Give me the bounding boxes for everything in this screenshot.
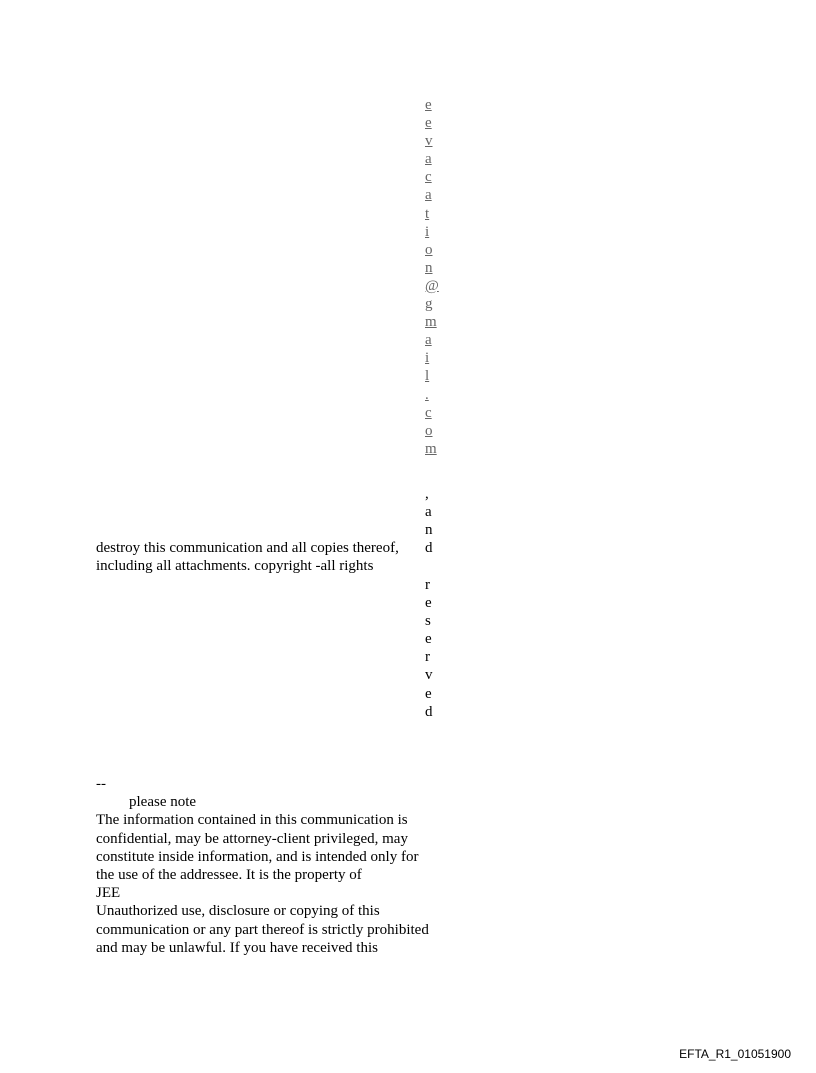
email-char[interactable]: e <box>425 115 432 132</box>
text-char: e <box>425 595 432 612</box>
email-link-vertical[interactable] <box>425 96 439 458</box>
reserved-vertical <box>425 576 439 721</box>
email-char[interactable]: l <box>425 368 430 385</box>
email-char[interactable]: o <box>425 422 433 439</box>
text-char: r <box>425 649 430 666</box>
text-line: communication or any part thereof is strictly prohibited <box>96 921 429 938</box>
email-char[interactable]: c <box>425 404 432 421</box>
email-char[interactable]: @ <box>425 277 439 294</box>
text-line: the use of the addressee. It is the property of <box>96 867 362 884</box>
email-char[interactable]: n <box>425 259 433 276</box>
text-line: constitute inside information, and is intended only for <box>96 848 419 865</box>
email-char[interactable]: e <box>425 97 432 113</box>
text-char: e <box>425 685 432 702</box>
document-id-footer: EFTA_R1_01051900 <box>679 1047 791 1061</box>
email-char[interactable]: a <box>425 187 432 204</box>
text-char: n <box>425 522 433 539</box>
email-char[interactable]: . <box>425 386 429 403</box>
destroy-paragraph <box>96 539 399 575</box>
text-line: including all attachments. copyright -all rights <box>96 558 374 575</box>
text-char: d <box>425 703 433 720</box>
email-char[interactable]: i <box>425 350 430 367</box>
email-char[interactable]: i <box>425 223 430 240</box>
email-char[interactable]: o <box>425 241 433 258</box>
email-char[interactable]: c <box>425 169 432 186</box>
text-char: , <box>425 486 429 502</box>
text-line: Unauthorized use, disclosure or copying of this <box>96 903 380 920</box>
text-char: v <box>425 667 433 684</box>
email-char[interactable]: m <box>425 440 437 457</box>
email-char[interactable]: t <box>425 205 430 222</box>
email-char[interactable]: a <box>425 332 432 349</box>
email-char[interactable]: v <box>425 133 433 150</box>
text-char: s <box>425 613 431 630</box>
text-line: The information contained in this communication is <box>96 812 408 829</box>
after-email-vertical <box>425 485 439 557</box>
email-char[interactable]: a <box>425 151 432 168</box>
email-char[interactable]: g <box>425 296 433 313</box>
confidentiality-notice <box>96 775 429 957</box>
separator: -- <box>96 776 106 792</box>
note-heading: please note <box>129 794 197 811</box>
text-line: JEE <box>96 885 121 902</box>
text-line: and may be unlawful. If you have received this <box>96 939 378 956</box>
text-char: r <box>425 577 430 593</box>
text-line: destroy this communication and all copies thereof, <box>96 540 399 556</box>
text-char: d <box>425 540 433 557</box>
text-char: e <box>425 631 432 648</box>
text-char: a <box>425 504 432 521</box>
text-line: confidential, may be attorney-client privileged, may <box>96 830 408 847</box>
email-char[interactable]: m <box>425 314 437 331</box>
